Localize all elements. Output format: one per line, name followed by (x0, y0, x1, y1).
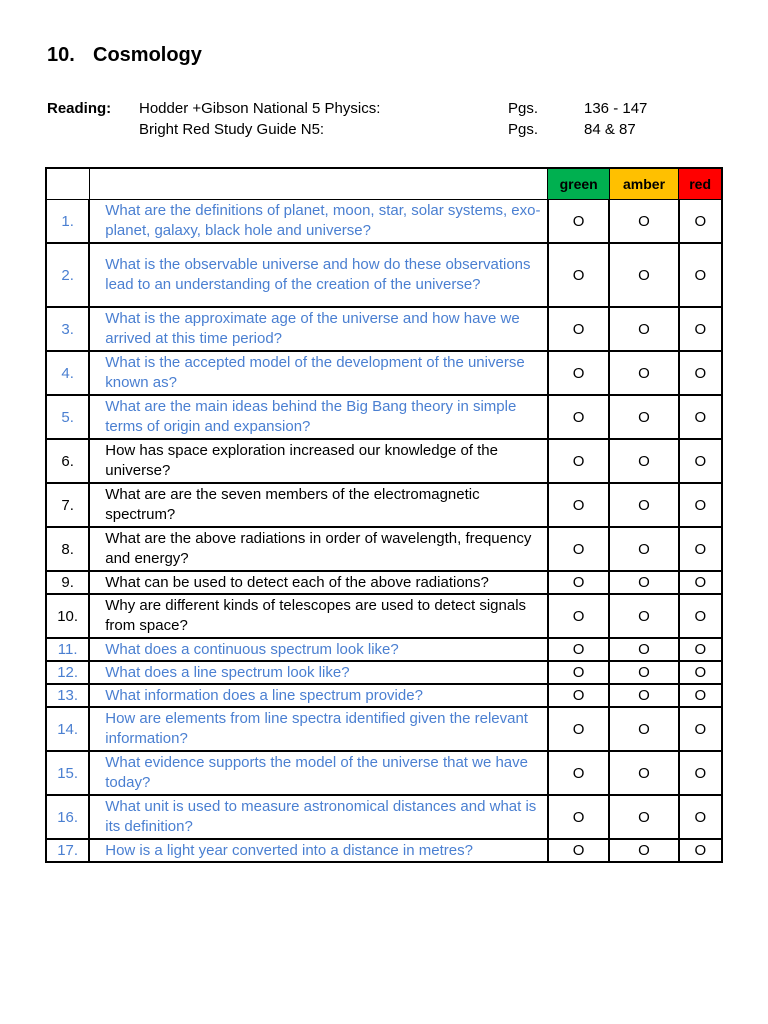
question-number: 13. (46, 684, 89, 707)
table-row (46, 661, 722, 684)
red-rating-circle[interactable]: O (679, 638, 722, 661)
red-rating-circle[interactable]: O (679, 243, 722, 307)
table-row (46, 200, 722, 244)
section-number: 10. (47, 44, 75, 66)
amber-rating-circle[interactable]: O (609, 684, 678, 707)
question-text: What can be used to detect each of the above radiations? (89, 571, 548, 594)
header-green: green (548, 168, 609, 200)
green-rating-circle[interactable]: O (548, 638, 609, 661)
amber-rating-circle[interactable]: O (609, 638, 678, 661)
table-row (46, 795, 722, 839)
green-rating-circle[interactable]: O (548, 243, 609, 307)
header-amber: amber (609, 168, 678, 200)
question-text: How are elements from line spectra identified given the relevant information? (89, 707, 548, 751)
table-row (46, 839, 722, 862)
table-row (46, 594, 722, 638)
red-rating-circle[interactable]: O (679, 684, 722, 707)
question-text: What is the accepted model of the development of the universe known as? (89, 351, 548, 395)
pages-range: 84 & 87 (584, 121, 636, 138)
question-number: 3. (46, 307, 89, 351)
question-text: How has space exploration increased our knowledge of the universe? (89, 439, 548, 483)
question-text: What are are the seven members of the electromagnetic spectrum? (89, 483, 548, 527)
red-rating-circle[interactable]: O (679, 439, 722, 483)
green-rating-circle[interactable]: O (548, 594, 609, 638)
question-number: 11. (46, 638, 89, 661)
red-rating-circle[interactable]: O (679, 661, 722, 684)
amber-rating-circle[interactable]: O (609, 839, 678, 862)
page-title (47, 44, 202, 67)
question-text: What are the above radiations in order of wavelength, frequency and energy? (89, 527, 548, 571)
table-row (46, 571, 722, 594)
pages-label: Pgs. (508, 121, 539, 138)
table-row (46, 439, 722, 483)
red-rating-circle[interactable]: O (679, 751, 722, 795)
green-rating-circle[interactable]: O (548, 839, 609, 862)
amber-rating-circle[interactable]: O (609, 483, 678, 527)
header-red: red (679, 168, 722, 200)
question-text: What are the definitions of planet, moon, star, solar systems, exo-planet, galaxy, black hole and universe? (89, 200, 548, 244)
table-row (46, 751, 722, 795)
pages-label: Pgs. (508, 100, 539, 117)
table-row (46, 243, 722, 307)
question-number: 6. (46, 439, 89, 483)
green-rating-circle[interactable]: O (548, 307, 609, 351)
amber-rating-circle[interactable]: O (609, 243, 678, 307)
question-text: How is a light year converted into a distance in metres? (89, 839, 548, 862)
header-blank-number (46, 168, 89, 200)
green-rating-circle[interactable]: O (548, 707, 609, 751)
question-number: 2. (46, 243, 89, 307)
amber-rating-circle[interactable]: O (609, 351, 678, 395)
question-number: 15. (46, 751, 89, 795)
question-text: What evidence supports the model of the universe that we have today? (89, 751, 548, 795)
question-text: What is the observable universe and how do these observations lead to an understanding of the creation of the universe? (89, 243, 548, 307)
amber-rating-circle[interactable]: O (609, 661, 678, 684)
red-rating-circle[interactable]: O (679, 527, 722, 571)
amber-rating-circle[interactable]: O (609, 594, 678, 638)
question-number: 1. (46, 200, 89, 244)
green-rating-circle[interactable]: O (548, 571, 609, 594)
table-row (46, 483, 722, 527)
question-text: What does a continuous spectrum look like? (89, 638, 548, 661)
self-assessment-table (45, 167, 723, 863)
green-rating-circle[interactable]: O (548, 351, 609, 395)
red-rating-circle[interactable]: O (679, 594, 722, 638)
question-number: 4. (46, 351, 89, 395)
question-number: 7. (46, 483, 89, 527)
red-rating-circle[interactable]: O (679, 571, 722, 594)
question-number: 8. (46, 527, 89, 571)
table-row (46, 395, 722, 439)
question-text: Why are different kinds of telescopes are used to detect signals from space? (89, 594, 548, 638)
red-rating-circle[interactable]: O (679, 351, 722, 395)
red-rating-circle[interactable]: O (679, 839, 722, 862)
amber-rating-circle[interactable]: O (609, 527, 678, 571)
question-text: What does a line spectrum look like? (89, 661, 548, 684)
green-rating-circle[interactable]: O (548, 439, 609, 483)
green-rating-circle[interactable]: O (548, 751, 609, 795)
question-number: 10. (46, 594, 89, 638)
amber-rating-circle[interactable]: O (609, 795, 678, 839)
red-rating-circle[interactable]: O (679, 307, 722, 351)
amber-rating-circle[interactable]: O (609, 571, 678, 594)
green-rating-circle[interactable]: O (548, 483, 609, 527)
table-row (46, 307, 722, 351)
pages-range: 136 - 147 (584, 100, 648, 117)
green-rating-circle[interactable]: O (548, 795, 609, 839)
question-text: What information does a line spectrum provide? (89, 684, 548, 707)
green-rating-circle[interactable]: O (548, 395, 609, 439)
amber-rating-circle[interactable]: O (609, 707, 678, 751)
red-rating-circle[interactable]: O (679, 200, 722, 244)
question-number: 14. (46, 707, 89, 751)
green-rating-circle[interactable]: O (548, 527, 609, 571)
red-rating-circle[interactable]: O (679, 795, 722, 839)
header-blank-question (89, 168, 548, 200)
red-rating-circle[interactable]: O (679, 707, 722, 751)
amber-rating-circle[interactable]: O (609, 439, 678, 483)
book-title: Bright Red Study Guide N5: (139, 121, 325, 138)
red-rating-circle[interactable]: O (679, 483, 722, 527)
question-number: 9. (46, 571, 89, 594)
question-number: 12. (46, 661, 89, 684)
table-header-row (46, 168, 722, 200)
table-row (46, 351, 722, 395)
question-text: What is the approximate age of the universe and how have we arrived at this time period? (89, 307, 548, 351)
amber-rating-circle[interactable]: O (609, 200, 678, 244)
green-rating-circle[interactable]: O (548, 684, 609, 707)
amber-rating-circle[interactable]: O (609, 307, 678, 351)
reading-label: Reading: (47, 100, 112, 117)
question-number: 5. (46, 395, 89, 439)
question-text: What unit is used to measure astronomical distances and what is its definition? (89, 795, 548, 839)
table-row (46, 527, 722, 571)
question-number: 16. (46, 795, 89, 839)
table-row (46, 684, 722, 707)
table-row (46, 707, 722, 751)
green-rating-circle[interactable]: O (548, 661, 609, 684)
question-number: 17. (46, 839, 89, 862)
question-text: What are the main ideas behind the Big Bang theory in simple terms of origin and expansion? (89, 395, 548, 439)
red-rating-circle[interactable]: O (679, 395, 722, 439)
amber-rating-circle[interactable]: O (609, 751, 678, 795)
green-rating-circle[interactable]: O (548, 200, 609, 244)
amber-rating-circle[interactable]: O (609, 395, 678, 439)
table-row (46, 638, 722, 661)
book-title: Hodder +Gibson National 5 Physics: (139, 100, 381, 117)
section-title: Cosmology (93, 44, 202, 66)
